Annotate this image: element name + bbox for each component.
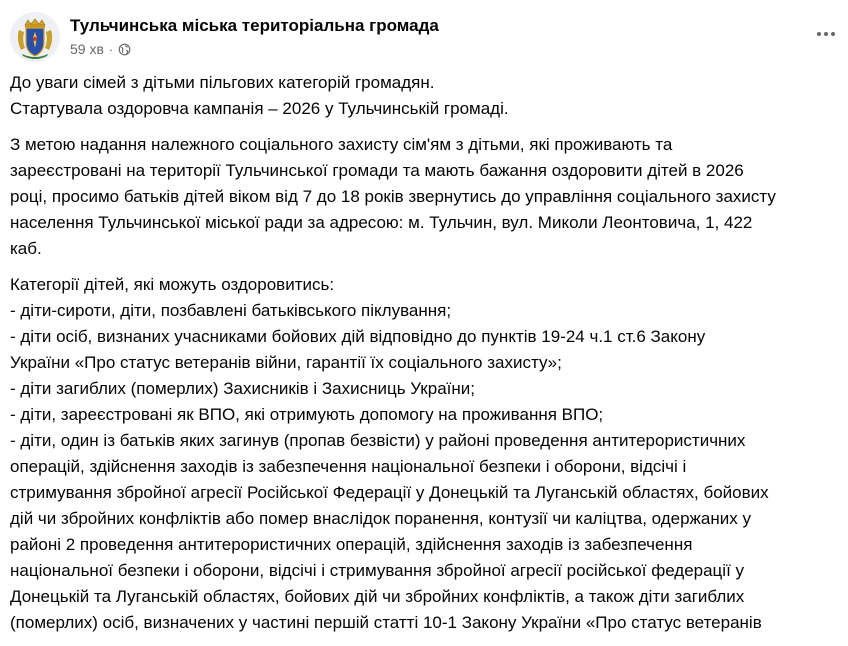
- text-line: До уваги сімей з дітьми пільгових категорій громадян.: [10, 73, 435, 92]
- more-dot-icon: [831, 32, 835, 36]
- coat-of-arms-icon: [10, 12, 60, 62]
- text-line: зареєстровані на території Тульчинської громади та мають бажання оздоровити дітей в 2026: [10, 161, 744, 180]
- text-line: Стартувала оздоровча кампанія – 2026 у Тульчинській громаді.: [10, 99, 509, 118]
- list-item: операцій, здійснення заходів із забезпечення національної безпеки і оборони, відсічі і: [10, 457, 687, 476]
- globe-icon[interactable]: [118, 43, 131, 56]
- post-header: [10, 10, 848, 64]
- list-item: (померлих) осіб, визначених у частині першій статті 10-1 Закону України «Про статус ветеранів: [10, 613, 762, 632]
- text-line: каб.: [10, 239, 42, 258]
- list-item: дій чи збройних конфліктів або помер внаслідок поранення, контузії чи каліцтва, одержаних у: [10, 509, 751, 528]
- meta-separator: ·: [108, 41, 114, 57]
- page-name-link[interactable]: Тульчинська міська територіальна громада: [70, 16, 439, 35]
- list-item: Донецькій та Луганській областях, бойових дій чи збройних конфліктів, а також діти загиблих: [10, 587, 745, 606]
- post-meta: [70, 41, 131, 57]
- list-item: України «Про статус ветеранів війни, гарантії їх соціального захисту»;: [10, 353, 562, 372]
- list-item: - діти, зареєстровані як ВПО, які отримують допомогу на проживання ВПО;: [10, 405, 604, 424]
- text-line: З метою надання належного соціального захисту сім'ям з дітьми, які проживають та: [10, 135, 673, 154]
- more-options-button[interactable]: [808, 22, 844, 46]
- page-avatar[interactable]: [10, 12, 60, 62]
- text-line: році, просимо батьків дітей віком від 7 до 18 років звернутись до управління соціального захисту: [10, 187, 776, 206]
- text-line: Категорії дітей, які можуть оздоровитись:: [10, 275, 335, 294]
- list-item: районі 2 проведення антитерористичних операцій, здійснення заходів із забезпечення: [10, 535, 693, 554]
- text-line: населення Тульчинської міської ради за адресою: м. Тульчин, вул. Миколи Леонтовича, 1, 422: [10, 213, 753, 232]
- list-item: - діти загиблих (померлих) Захисників і Захисниць України;: [10, 379, 475, 398]
- list-item: стримування збройної агресії Російської Федерації у Донецькій та Луганській областях, бойових: [10, 483, 769, 502]
- post-paragraph-purpose: [10, 132, 848, 262]
- list-item: - діти-сироти, діти, позбавлені батьківського піклування;: [10, 301, 452, 320]
- post-paragraph-categories: [10, 272, 848, 636]
- post-time[interactable]: 59 хв: [70, 41, 104, 57]
- list-item: - діти осіб, визнаних учасниками бойових дій відповідно до пунктів 19-24 ч.1 ст.6 Закону: [10, 327, 706, 346]
- more-dot-icon: [817, 32, 821, 36]
- post-paragraph-intro: [10, 70, 848, 122]
- list-item: - діти, один із батьків яких загинув (пропав безвісти) у районі проведення антитерористичних: [10, 431, 746, 450]
- more-dot-icon: [824, 32, 828, 36]
- list-item: національної безпеки і оборони, відсічі і стримування збройної агресії російської федерації у: [10, 561, 745, 580]
- post-text: [10, 70, 848, 646]
